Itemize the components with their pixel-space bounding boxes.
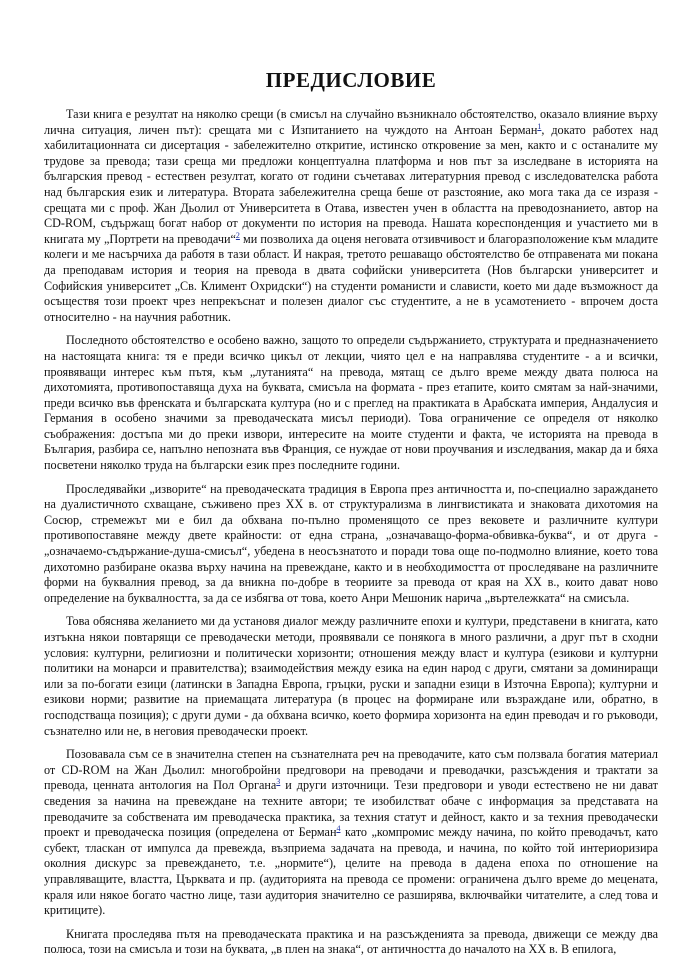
paragraph-1 xyxy=(44,107,658,325)
paragraph-2: Последното обстоятелство е особено важно, защото то определи съдържанието, структурата и предназначението на настоящата книга: тя е преди всичко цикъл от лекции, чиято цел е на направлява студентите - а и всички, проявяващи интерес към пътя, към „лутанията“ на превода, мятащ се дълго време между двата полюса на дихотомията, противопоставяща духа на буквата, смисъла на формата - през етапите, които смятам за най-значими, преди всичко във френската и българската култура (но и с преглед на практиката в Арабската империя, Андалусия и Германия в особено значими за преводаческата мисъл периоди). Това ограничение се определя от няколко съображения: достъпа ми до преки извори, интересите на моите студенти и факта, че историята на превода в България, разбира се, напълно непозната във Франция, се нуждае от нови проучвания и изследвания, макар да и бяха посветени няколко труда на български език през последните години. xyxy=(44,333,658,473)
page-title: ПРЕДИСЛОВИЕ xyxy=(265,68,437,92)
paragraph-1-part-a: Тази книга е резултат на няколко срещи (в смисъл на случайно възникнало обстоятелство, оказало влияние върху лична ситуация, личен път): срещата ми с Изпитанието на чуждото на Антоан Берман xyxy=(44,107,658,137)
paragraph-5-part-c: като „компромис между начина, по който преводачът, като субект, тласкан от импулса да превежда, възприема задачата на превода, и начина, по който той интериоризира околния дискурс за превеждането, т.е. „нормите“), целите на превода в дадена епоха по отношение на управляващите, властта, Църквата и пр. (аудиторията на превода се промени: ограничена дълго време до мецената, краля или някое богато частно лице, тази аудитория значително се разширява, включвайки читателите, а след това и критиците). xyxy=(44,825,658,918)
paragraph-4: Това обяснява желанието ми да установя диалог между различните епохи и култури, представени в книгата, като изтъкна някои повтарящи се преводачески методи, проявявали се понякога в много различни, а друг път в сходни условия: културни, религиозни и политически хоризонти; отношения между власт и култура (езикови и културни политики на монарси и правителства); взаимодействия между езика на един народ с други, смятани за доминиращи или за по-богати езици (латински в Западна Европа, гръцки, руски и западни езици в Източна Европа); културни и езикови норми; развитие на приемащата литература (в процес на формиране или възраждане или, обратно, в господстваща позиция); с други думи - да обхвана всичко, което формира хоризонта на един преводач и го ръководи, съзнателно или не, в неговия преводачески проект. xyxy=(44,614,658,738)
footnote-link-2[interactable]: 2 xyxy=(235,230,240,240)
paragraph-3: Проследявайки „изворите“ на преводаческата традиция в Европа през античността и, по-специално зараждането на дуалистичното схващане, съживено през XX в. от структурализма в лингвистиката и знаковата дихотомия на Сосюр, стремежът ми е бил да обхвана по-пълно променящото се през вековете и различните култури противопоставяне между двете крайности: от една страна, „означаващо-форма-обвивка-буква“, и от друга - „означаемо-съдържание-душа-смисъл“, убедена в неосъзнатото и поради това още по-подмолно влияние, което това дихотомно разбиране оказва върху начина на превеждане, както и в необходимостта от проследяване на различните форми на буквалния превод, за да вникна по-добре в теориите за превода от края на XX в., които дават ново определение на буквалността, за да се избягва от това, което Анри Мешоник нарича „въртележката“ на смисъла. xyxy=(44,481,658,605)
paragraph-5-part-b: и други източници. Тези предговори и уводи естествено не ни дават сведения за начина на превеждане на техните автори; те изобилстват обаче с информация за представата на преводачите за собствената им преводаческа практика, за техния статут и дейност, както и за техния преводачески проект и преводаческа позиция (определена от Берман xyxy=(44,778,658,840)
paragraph-5-part-a: Позовавала съм се в значителна степен на съзнателната реч на преводачите, като съм ползвала богатия материал от CD-ROM на Жан Дьолил: многобройни предговори на преводачи и преводачки, разсъждения и трактати за превода, ценната антология на Пол Органа xyxy=(44,747,658,793)
paragraph-1-part-b: , докато работех над хабилитационната си дисертация - забележително откритие, истинско откровение за мен, както и с останалите му трудове за превода; тази среща ми предложи концептуална платформа и нов път за изследване в историята на българския превод - естествен резултат, когато от години съчетавах литературния превод с изследователска работа над българския език и литература. Втората забележителна среща беше от разстояние, ако мога така да се изразя - срещата ми с проф. Жан Дьолил от Университета в Отава, известен учен в областта на преводознанието, автор на CD-ROM, съдържащ богат набор от документи по история на превода. Нашата кореспонденция и участието ми в книгата му „Портрети на преводачи“ xyxy=(44,122,658,246)
footnote-link-4[interactable]: 4 xyxy=(336,824,341,834)
paragraph-6: Книгата проследява пътя на преводаческата практика и на разсъжденията за превода, движещи се между два полюса, този на смисъла и този на буквата, „в плен на знака“, от античността до началото на XX в. В епилога, xyxy=(44,926,658,957)
paragraph-1-part-c: ми позволиха да оценя неговата отзивчивост и благоразположение към младите колеги и ме насърчиха да работя в тази област. И накрая, третото решаващо обстоятелство бе отправената ми покана да преподавам история и теория на превода в двата софийски университета (Нов български университет и Софийския университет „Св. Климент Охридски“) на студенти романисти и слависти, което ми даде възможност да осъществя този проект чрез непрекъснат и полезен диалог със студентите, а не в усамотението - впрочем доста относително - на научния работник. xyxy=(44,231,658,324)
paragraph-5 xyxy=(44,747,658,919)
footnote-link-1[interactable]: 1 xyxy=(537,121,542,131)
footnote-link-3[interactable]: 3 xyxy=(276,777,281,787)
